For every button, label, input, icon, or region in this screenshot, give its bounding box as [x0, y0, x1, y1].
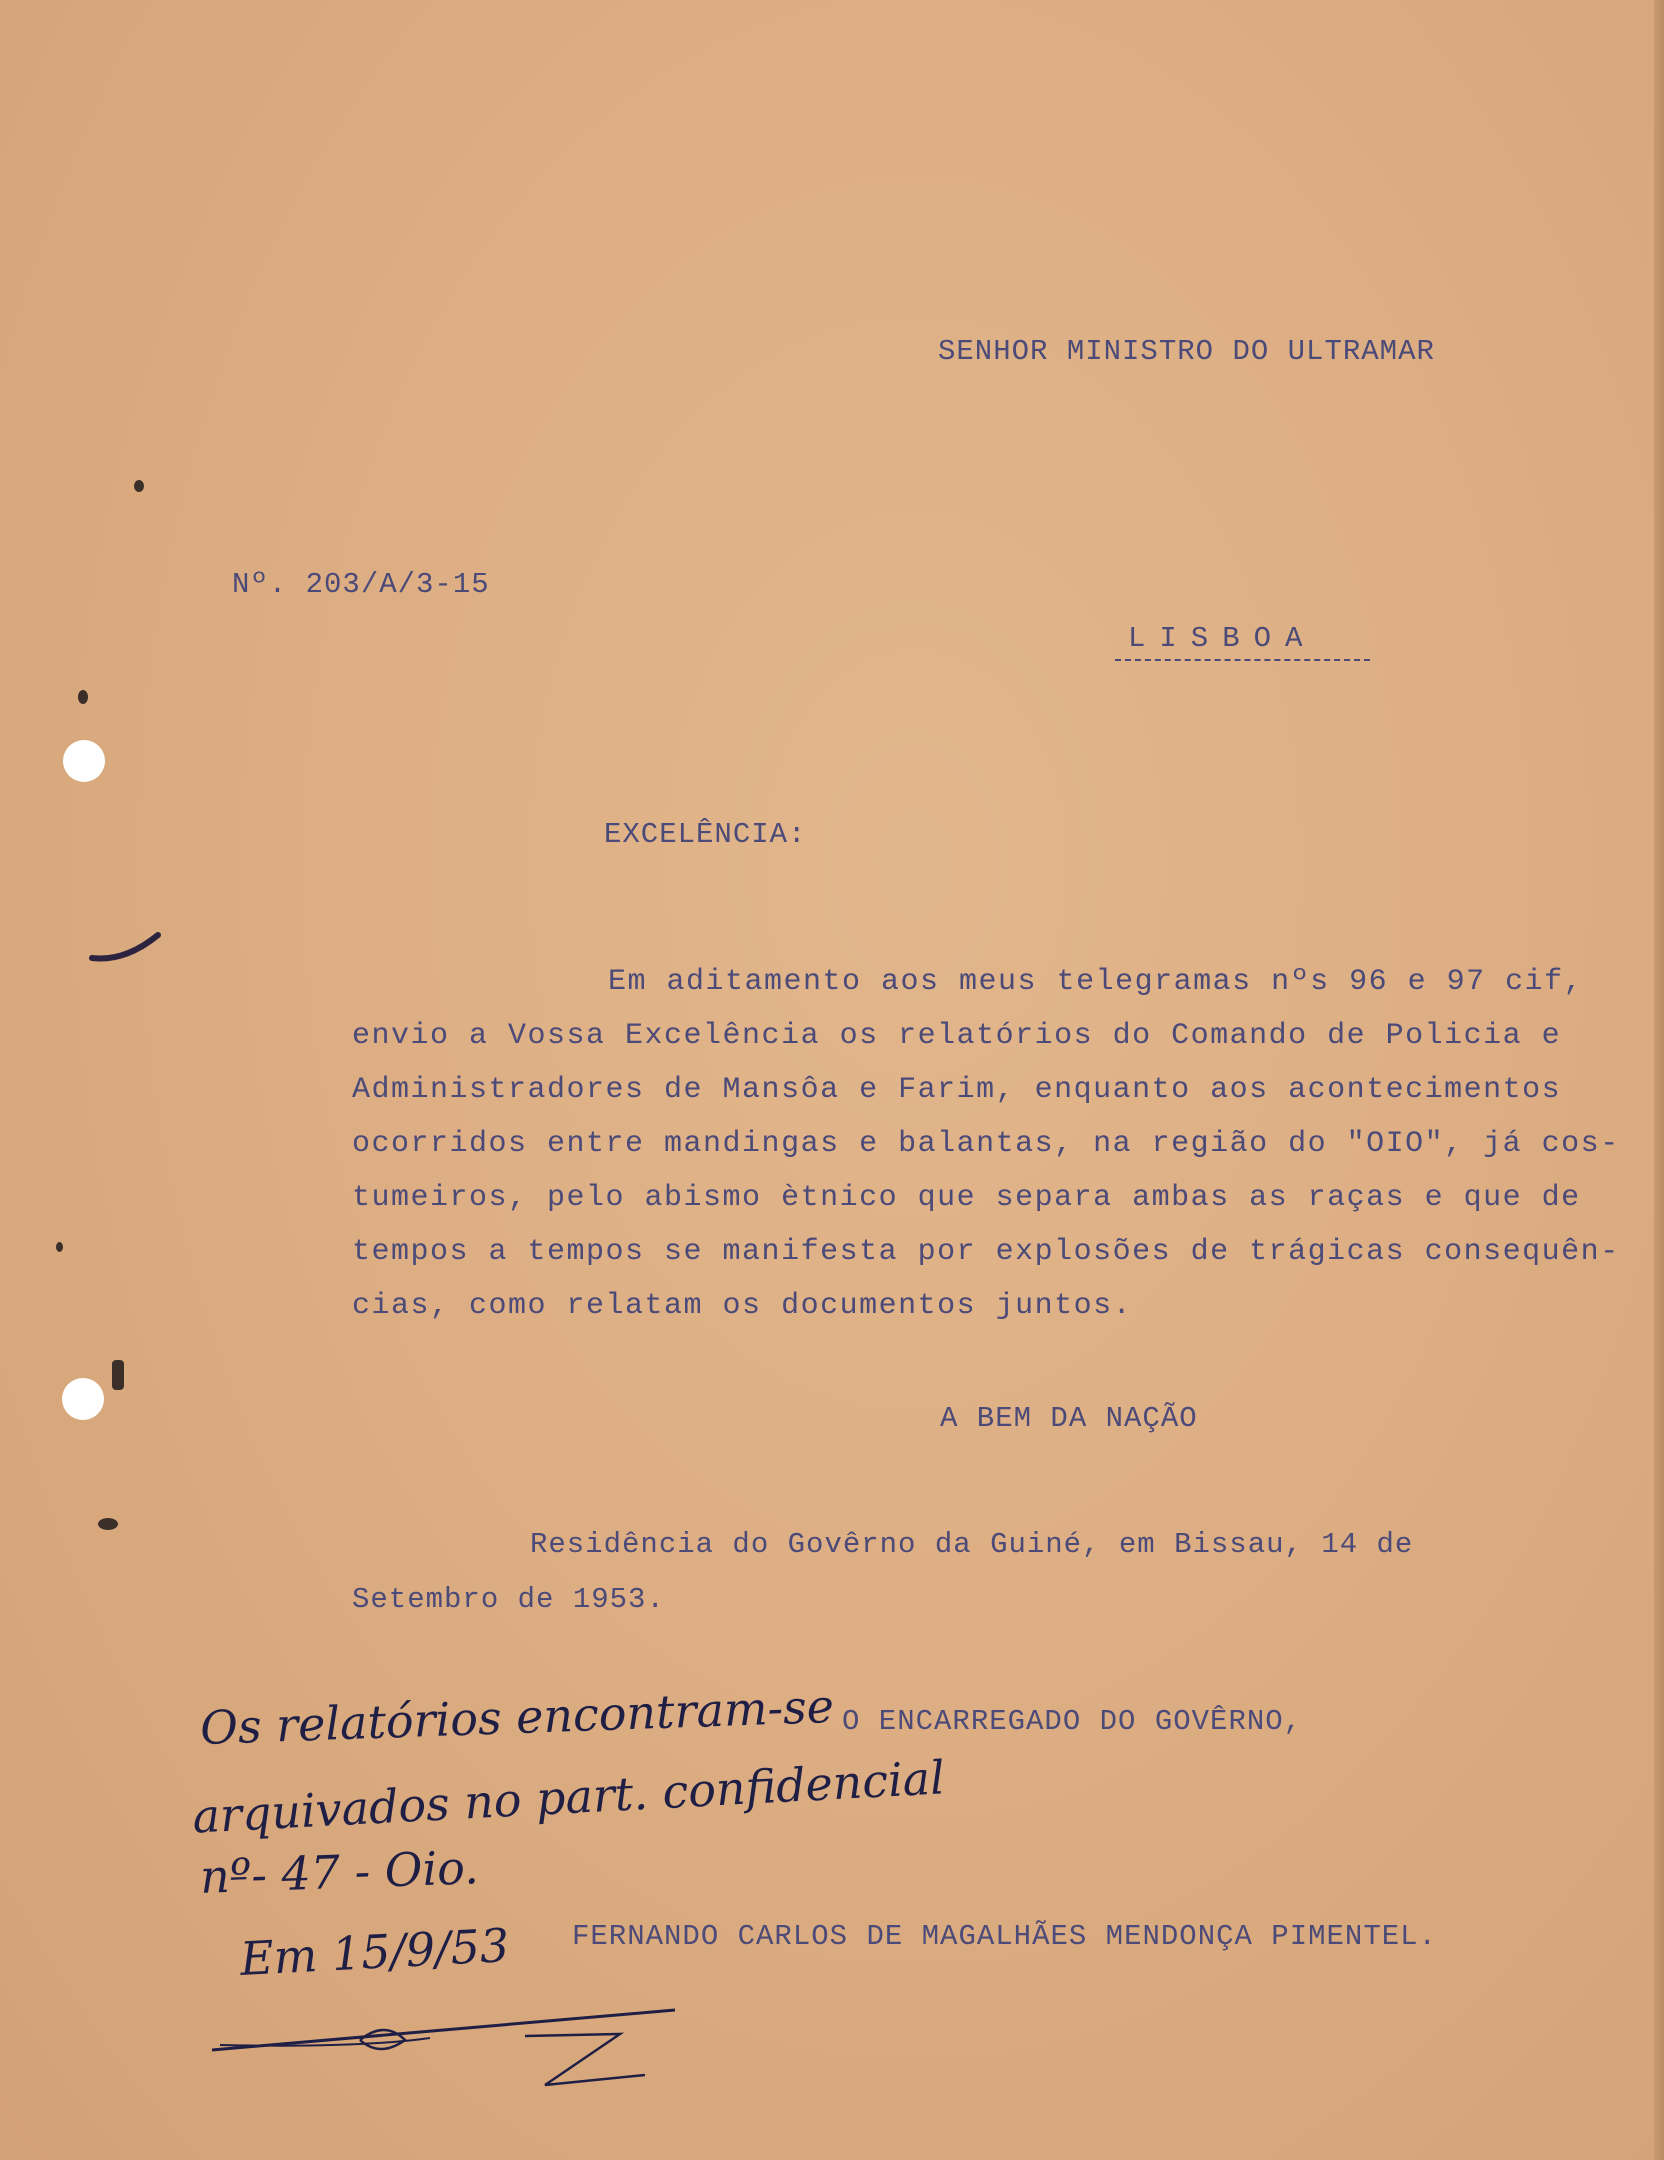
closing: A BEM DA NAÇÃO	[940, 1402, 1198, 1435]
city-underline	[1115, 659, 1370, 661]
body-line: Em aditamento aos meus telegramas nºs 96 e 97 cif,	[608, 965, 1584, 999]
pen-mark	[92, 935, 158, 959]
body-paragraph	[352, 955, 1632, 1333]
handwritten-note-line: arquivados no part. confidencial	[191, 1750, 947, 1844]
body-line: ocorridos entre mandingas e balantas, na região do "OIO", já cos-	[352, 1127, 1620, 1161]
city: LISBOA	[1128, 622, 1317, 655]
handwritten-note-line: nº- 47 - Oio.	[199, 1840, 480, 1904]
body-line: envio a Vossa Excelência os relatórios do Comando de Policia e	[352, 1019, 1562, 1053]
body-line: tempos a tempos se manifesta por explosões de trágicas consequên-	[352, 1235, 1620, 1269]
date-place: Residência do Govêrno da Guiné, em Bissau, 14 de	[530, 1528, 1414, 1561]
date-place-continued: Setembro de 1953.	[352, 1583, 665, 1616]
body-line: Administradores de Mansôa e Farim, enquanto aos acontecimentos	[352, 1073, 1562, 1107]
body-line: tumeiros, pelo abismo ètnico que separa ambas as raças e que de	[352, 1181, 1581, 1215]
body-line: cias, como relatam os documentos juntos.	[352, 1289, 1133, 1323]
pen-flourish	[525, 2034, 645, 2085]
handwritten-note-line: Os relatórios encontram-se	[199, 1678, 835, 1756]
signatory-name: FERNANDO CARLOS DE MAGALHÃES MENDONÇA PIMENTEL.	[572, 1920, 1437, 1953]
signatory-title: O ENCARREGADO DO GOVÊRNO,	[842, 1705, 1303, 1738]
reference-number: Nº. 203/A/3-15	[232, 568, 490, 601]
salutation: EXCELÊNCIA:	[604, 818, 807, 851]
handwritten-note-date: Em 15/9/53	[238, 1917, 511, 1987]
addressee: SENHOR MINISTRO DO ULTRAMAR	[938, 335, 1435, 368]
